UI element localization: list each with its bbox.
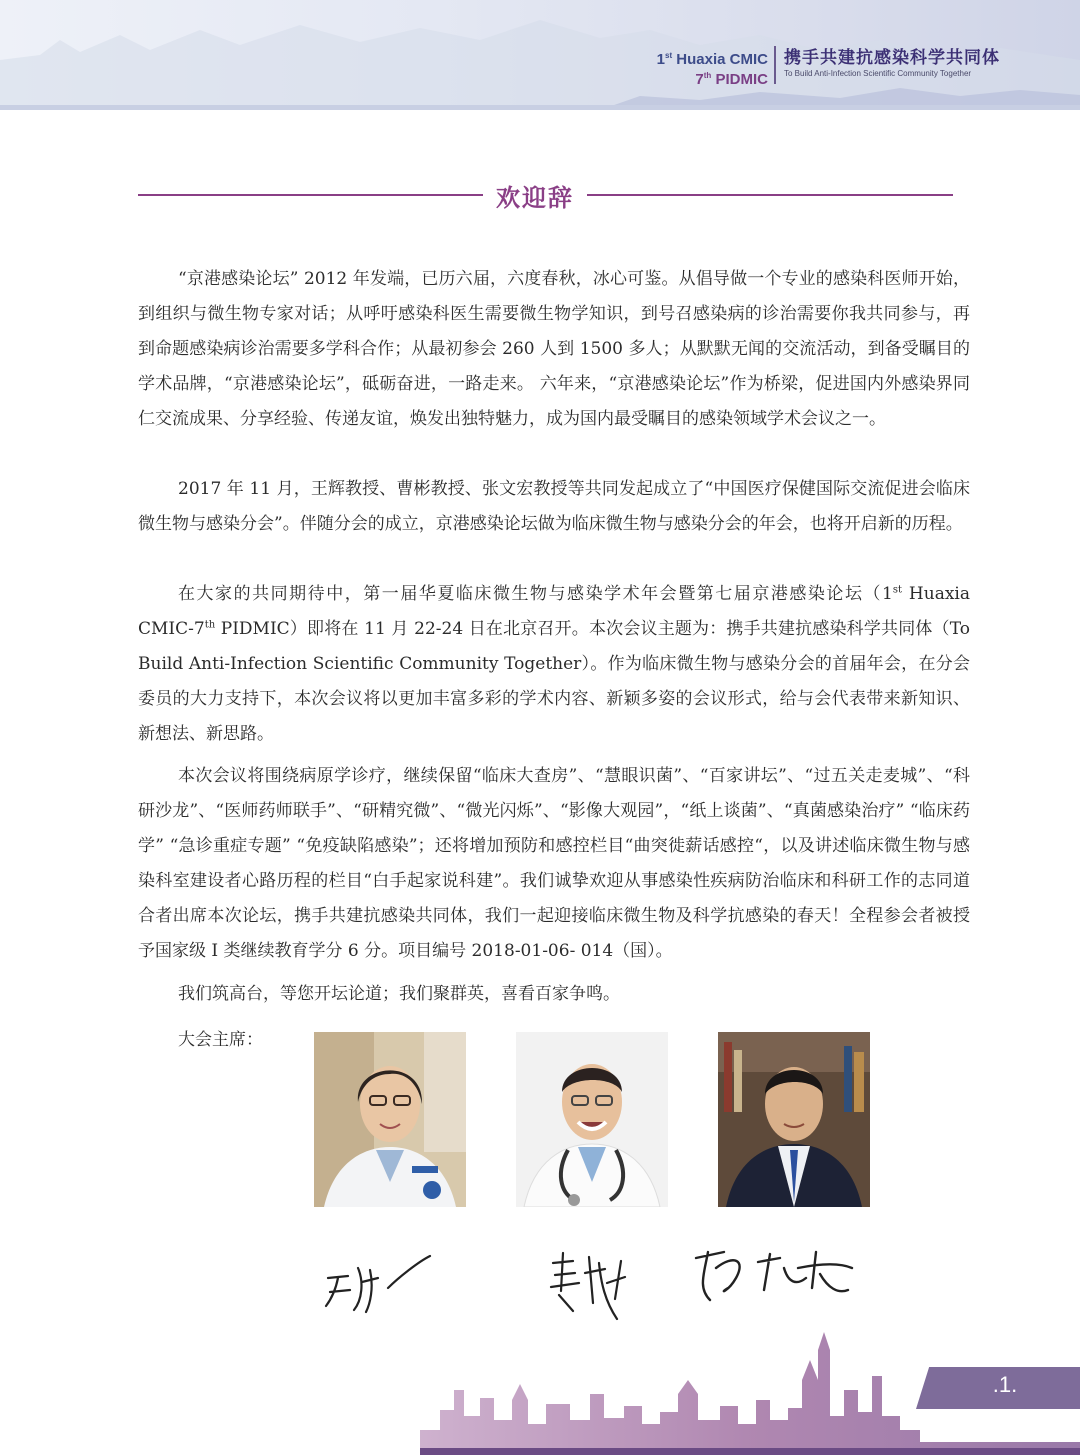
signature-1 (318, 1248, 438, 1318)
page-number: .1. (992, 1372, 1018, 1397)
title-rule-right (587, 194, 953, 196)
header-banner (0, 0, 1080, 110)
paragraph-2: 2017 年 11 月，王辉教授、曹彬教授、张文宏教授等共同发起成立了“中国医疗保健国际交流促进会临床微生物与感染分会”。伴随分会的成立，京港感染论坛做为临床微生物与感染分会的年会，也将开启新的历程。 (138, 479, 970, 534)
paragraph-5: 我们筑高台，等您开坛论道；我们聚群英，喜看百家争鸣。 (178, 984, 620, 1004)
signature-3 (688, 1238, 858, 1318)
slogan-cn: 携手共建抗感染科学共同体 (784, 48, 1000, 67)
page-title: 欢迎辞 (496, 184, 574, 212)
chair-label: 大会主席： (178, 1030, 263, 1050)
paragraph-1: “京港感染论坛” 2012 年发端，已历六届，六度春秋，冰心可鉴。从倡导做一个专业的感染科医师开始，到组织与微生物专家对话；从呼吁感染科医生需要微生物学知识，到号召感染病的诊治需要你我共同参与，再到命题感染病诊治需要多学科合作；从最初参会 260 人到 1500 多人；从默默无闻的交流活动，到备受瞩目的学术品牌，“京港感染论坛”，砥砺奋进，一路走来。 六年来，“京港感染论坛”作为桥梁，促进国内外感染界同仁交流成果、分享经验、传递友谊，焕发出独特魅力，成为国内最受瞩目的感染领域学术会议之一。 (138, 269, 970, 429)
title-rule-left (138, 194, 483, 196)
logo-divider (774, 46, 776, 84)
signature-2 (545, 1243, 635, 1323)
chair-photo-3 (718, 1032, 870, 1207)
paragraph-4: 本次会议将围绕病原学诊疗，继续保留“临床大查房”、“慧眼识菌”、“百家讲坛”、“过五关走麦城”、“科研沙龙”、“医师药师联手”、“研精究微”、“微光闪烁”、“影像大观园”，“纸上谈菌”、“真菌感染治疗” “临床药学” “急诊重症专题” “免疫缺陷感染”；还将增加预防和感控栏目“曲突徙薪话感控“，以及讲述临床微生物与感染科室建设者心路历程的栏目“白手起家说科建”。我们诚挚欢迎从事感染性疾病防治临床和科研工作的志同道合者出席本次论坛，携手共建抗感染共同体，我们一起迎接临床微生物及科学抗感染的春天！全程参会者被授予国家级 I 类继续教育学分 6 分。项目编号 2018-01-06- 014（国）。 (138, 766, 970, 961)
slogan-en: To Build Anti-Infection Scientific Community Together (784, 69, 972, 78)
chair-photo-1 (314, 1032, 466, 1207)
chair-photo-2 (516, 1032, 668, 1207)
paragraph-3: 在大家的共同期待中，第一届华夏临床微生物与感染学术年会暨第七届京港感染论坛（1st Huaxia CMIC-7th PIDMIC）即将在 11 月 22-24 日在北京召开。本次会议主题为：携手共建抗感染科学共同体（To Build Anti-Infection Scientific Community Together）。作为临床微生物与感染分会的首届年会，在分会委员的大力支持下，本次会议将以更加丰富多彩的学术内容、新颖多姿的会议形式，给与会代表带来新知识、新想法、新思路。 (138, 584, 970, 744)
conference-slogan (784, 48, 1000, 80)
conference-logo-text: 1st Huaxia CMIC 7th PIDMIC (656, 51, 768, 88)
